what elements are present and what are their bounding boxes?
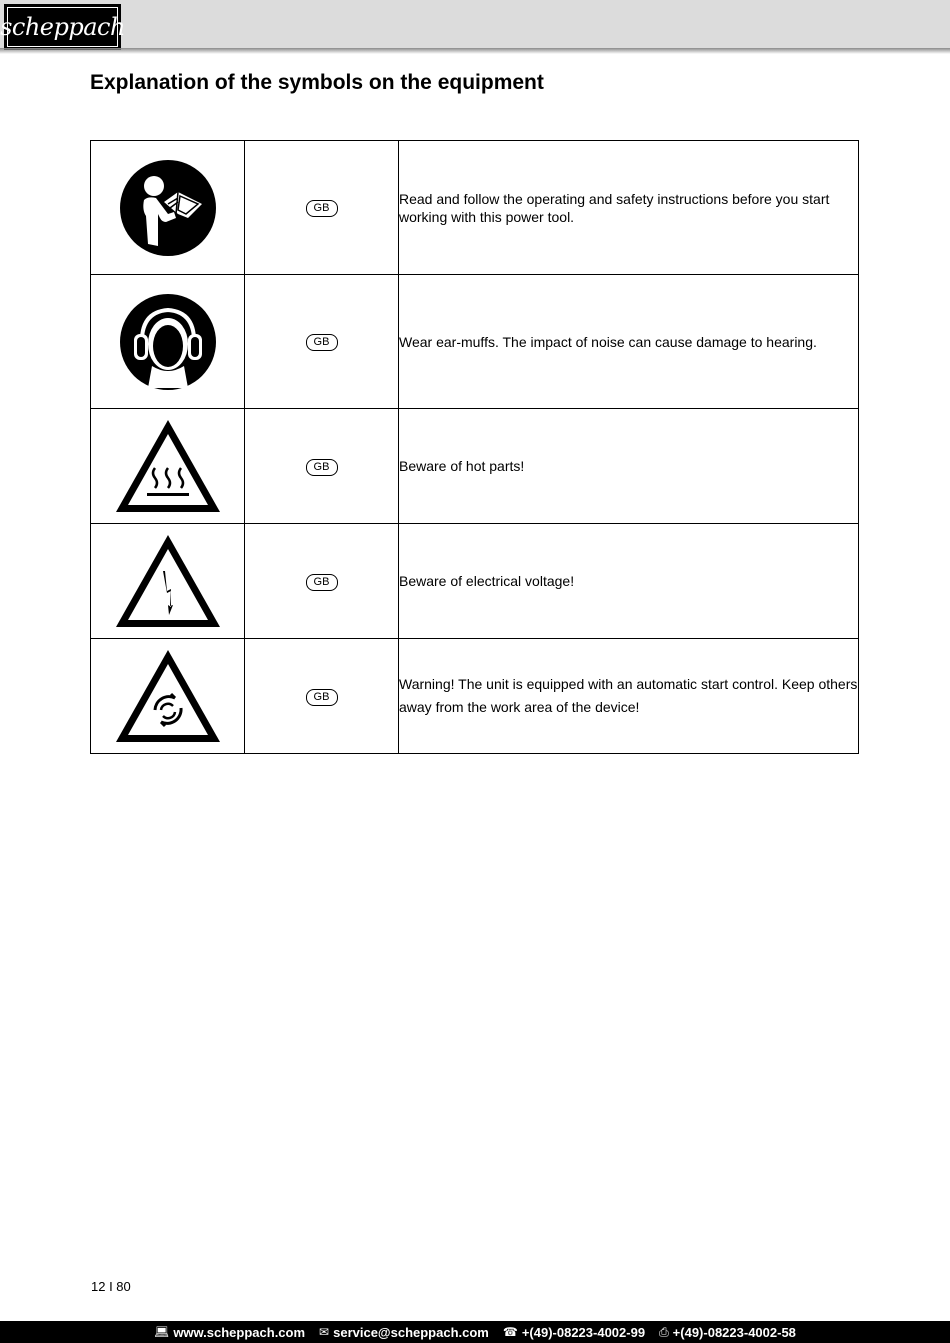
symbol-description: Wear ear-muffs. The impact of noise can cause damage to hearing. — [399, 275, 859, 409]
table-row — [91, 409, 859, 524]
automatic-start-warning-icon — [113, 646, 223, 746]
language-badge: GB — [306, 574, 338, 591]
language-badge: GB — [306, 689, 338, 706]
language-cell — [245, 524, 399, 639]
footer-phone — [503, 1325, 645, 1340]
symbol-description: Beware of electrical voltage! — [399, 524, 859, 639]
symbols-table — [90, 140, 859, 754]
website-link[interactable]: www.scheppach.com — [173, 1324, 306, 1340]
symbol-description: Read and follow the operating and safety instructions before you start working with this power tool. — [399, 141, 859, 275]
language-badge: GB — [306, 459, 338, 476]
page-number: 12 I 80 — [91, 1279, 131, 1294]
language-cell — [245, 639, 399, 754]
symbol-cell — [91, 639, 245, 754]
read-manual-icon — [118, 158, 218, 258]
page-title: Explanation of the symbols on the equipment — [90, 71, 544, 94]
symbol-description: Warning! The unit is equipped with an automatic start control. Keep others away from the work area of the device! — [399, 639, 859, 754]
footer-fax — [659, 1325, 796, 1340]
footer-bar — [0, 1321, 950, 1343]
laptop-icon: 💻︎ — [154, 1325, 170, 1339]
logo-text: scheppach — [7, 7, 118, 47]
header-shadow — [0, 48, 950, 54]
symbol-description: Beware of hot parts! — [399, 409, 859, 524]
fax-icon: ⎙ — [659, 1324, 669, 1339]
ear-muffs-icon — [118, 292, 218, 392]
symbol-cell — [91, 524, 245, 639]
language-cell — [245, 275, 399, 409]
table-row — [91, 275, 859, 409]
footer-email[interactable] — [319, 1325, 489, 1340]
phone-number: +(49)-08223-4002-99 — [521, 1324, 646, 1340]
language-badge: GB — [306, 200, 338, 217]
scheppach-logo — [0, 4, 125, 50]
table-row — [91, 639, 859, 754]
symbol-cell — [91, 275, 245, 409]
telephone-icon: ☎ — [502, 1325, 518, 1339]
symbol-cell — [91, 409, 245, 524]
language-cell — [245, 141, 399, 275]
table-row — [91, 141, 859, 275]
envelope-icon: ✉ — [319, 1325, 330, 1339]
fax-number: +(49)-08223-4002-58 — [672, 1324, 796, 1340]
language-cell — [245, 409, 399, 524]
symbol-cell — [91, 141, 245, 275]
table-row — [91, 524, 859, 639]
hot-surface-warning-icon — [113, 416, 223, 516]
email-link[interactable]: service@scheppach.com — [333, 1324, 489, 1340]
footer-website[interactable] — [154, 1325, 305, 1340]
electrical-voltage-warning-icon — [113, 531, 223, 631]
language-badge: GB — [306, 334, 338, 351]
header-bar — [0, 0, 950, 48]
